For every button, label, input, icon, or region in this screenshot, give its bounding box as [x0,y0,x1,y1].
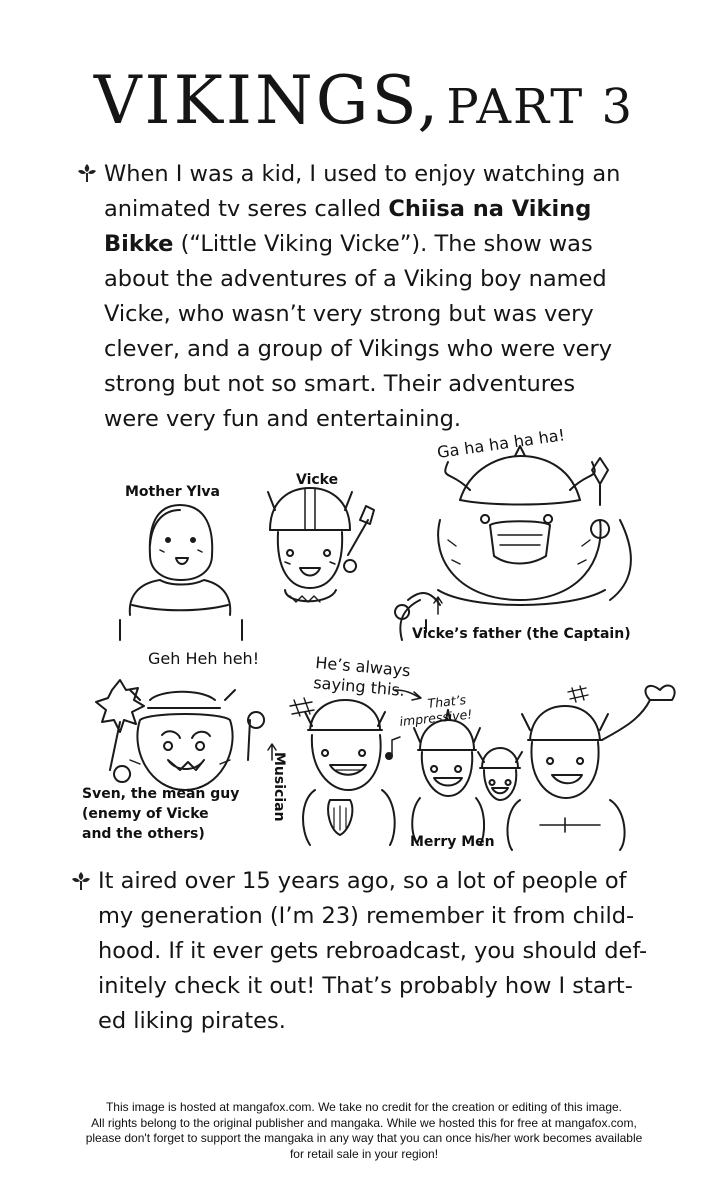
label-mother-ylva: Mother Ylva [125,484,220,500]
fleur-bullet-icon [70,870,92,892]
sven-laugh-text: Geh Heh heh! [148,649,260,668]
para1-line5: Vicke, who wasn’t very strong but was very [104,301,594,327]
para2-line3: hood. If it ever gets rebroadcast, you should def- [98,938,648,964]
para1-line4: about the adventures of a Viking boy named [104,266,607,292]
para2-line4: initely check it out! That’s probably how I start- [98,973,633,999]
label-sven-2: (enemy of Vicke [82,806,209,822]
paragraph-aired [98,864,673,1039]
disclaimer-line4: for retail sale in your region! [289,1146,439,1161]
para1-line3: Bikke (“Little Viking Vicke”). The show was [104,231,593,257]
label-sven-1: Sven, the mean guy [82,786,240,802]
label-captain: Vicke’s father (the Captain) [412,626,631,642]
para2-line5: ed liking pirates. [98,1008,286,1034]
always-saying-text-1: He’s always [314,653,412,681]
hosting-disclaimer [20,1100,708,1162]
merry-man-drawing [412,710,484,845]
show-title-part1: Chiisa na Viking [388,196,592,222]
mother-ylva-drawing [120,505,242,640]
impressive-text-2: impressive! [398,706,473,729]
para1-line8: were very fun and entertaining. [104,406,462,432]
captain-drawing [395,446,631,640]
title-main: VIKINGS, [93,62,442,139]
captain-laugh-text: Ga ha ha ha ha! [435,425,567,462]
always-saying-text-2: saying this. [312,673,406,700]
para1-line2: animated tv seres called Chiisa na Viking [104,196,592,222]
label-vicke: Vicke [296,472,339,488]
impressive-text-1: That’s [426,692,467,711]
para1-line7: strong but not so smart. Their adventures [104,371,576,397]
para2-line2: my generation (I’m 23) remember it from child- [98,903,635,929]
label-merry-men: Merry Men [410,834,495,850]
show-title-part2: Bikke [104,231,174,257]
musician-drawing [303,700,395,845]
merry-man-small-drawing [478,748,522,800]
para2-line1: It aired over 15 years ago, so a lot of people of [98,868,627,894]
disclaimer-line1: This image is hosted at mangafox.com. We take no credit for the creation or editing of this image. [105,1100,623,1114]
disclaimer-line2: All rights belong to the original publisher and mangaka. While we hosted this for free at mangafox.com, [91,1115,637,1130]
label-sven-3: and the others) [82,826,205,842]
title-sub: PART 3 [446,79,635,135]
label-musician: Musician [271,752,287,822]
vicke-drawing [268,488,374,602]
para1-line6: clever, and a group of Vikings who were very [104,336,613,362]
sven-drawing [96,680,264,790]
disclaimer-line3: please don't forget to support the mangaka in any way that you can once his/her work becomes available [85,1131,643,1145]
merry-man-big-drawing [507,685,674,850]
para1-line1: When I was a kid, I used to enjoy watching an [104,161,621,187]
